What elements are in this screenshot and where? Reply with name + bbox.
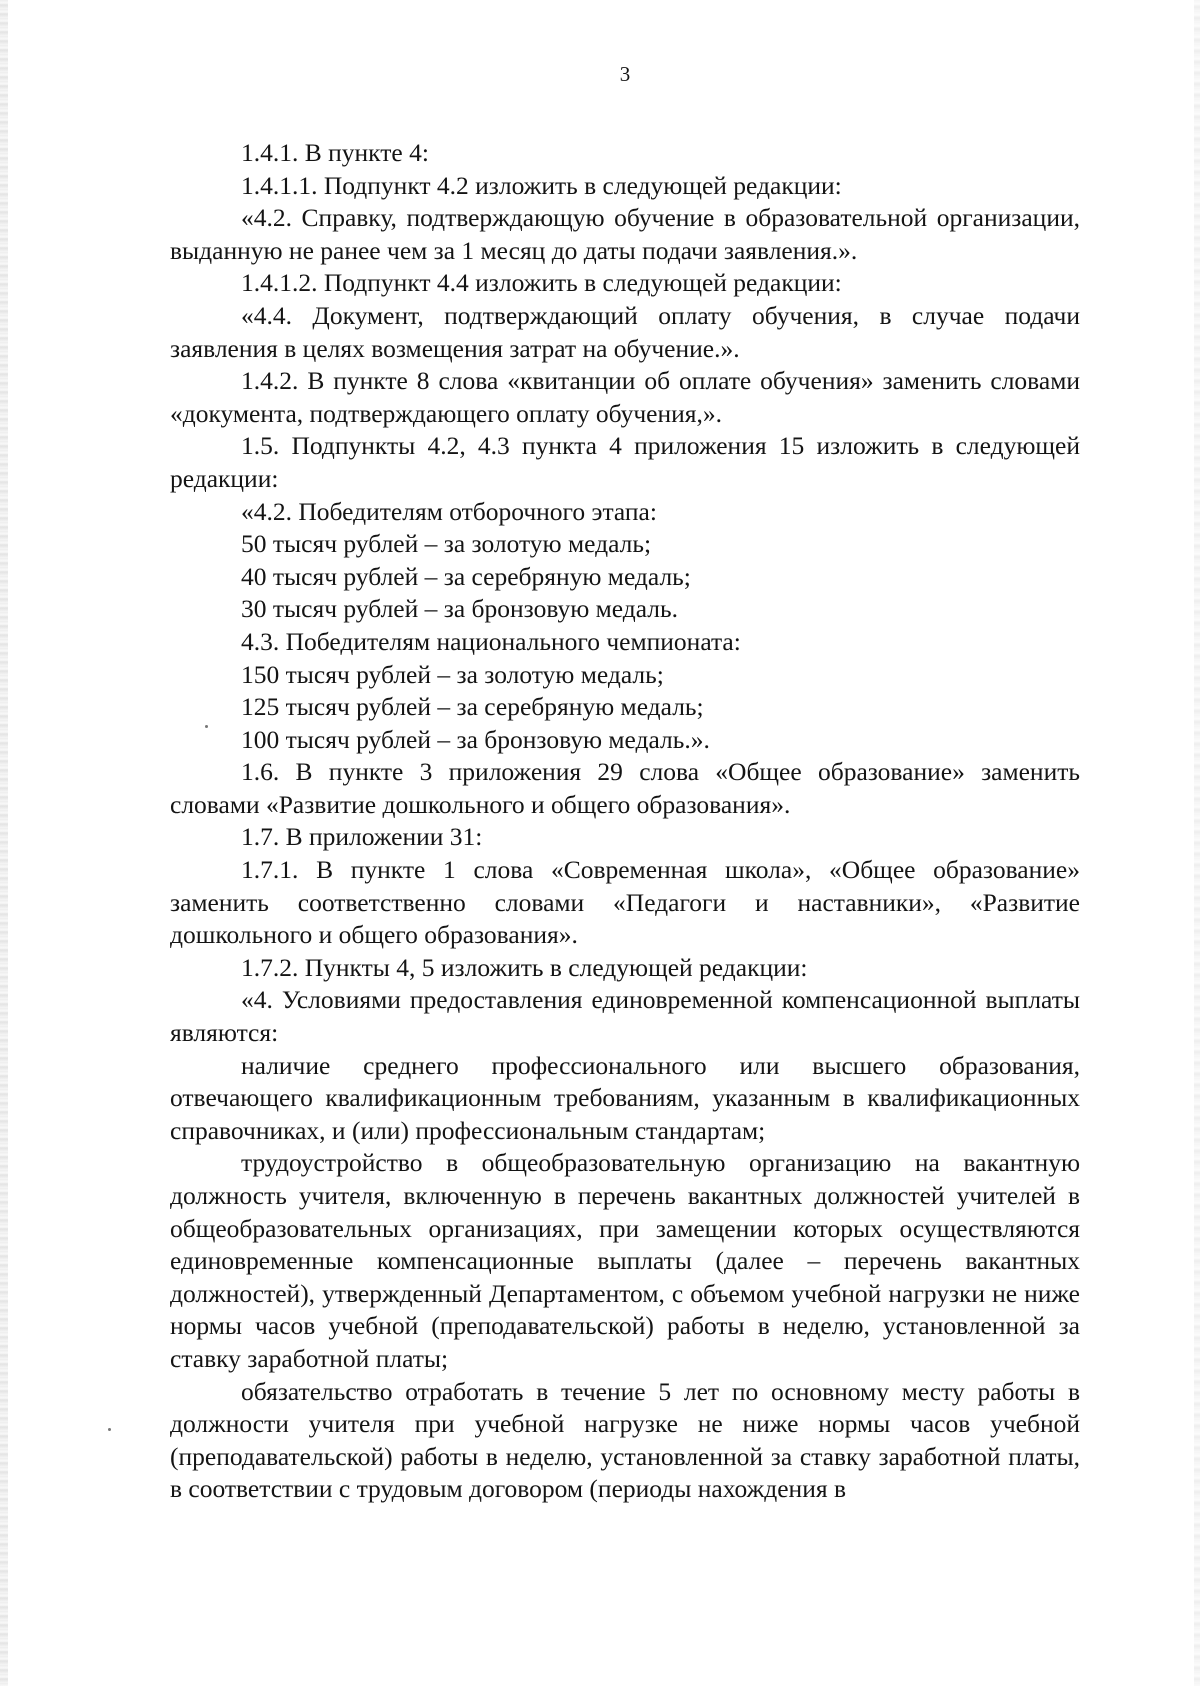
list-item: 125 тысяч рублей – за серебряную медаль; bbox=[241, 692, 704, 722]
paragraph: «4.4. Документ, подтверждающий оплату обучения, в случае подачи заявления в целях возмещения затрат на обучение.». bbox=[170, 300, 1080, 363]
scan-speck bbox=[108, 1428, 111, 1431]
list-item: 150 тысяч рублей – за золотую медаль; bbox=[241, 659, 664, 689]
paragraph: «4.2. Справку, подтверждающую обучение в образовательной организации, выданную не ранее чем за 1 месяц до даты подачи заявления.». bbox=[170, 203, 1080, 265]
list-item: 40 тысяч рублей – за серебряную медаль; bbox=[241, 561, 691, 591]
paragraph: 1.7.2. Пункты 4, 5 изложить в следующей редакции: bbox=[241, 952, 808, 982]
paragraph: «4. Условиями предоставления единовременной компенсационной выплаты являются: bbox=[170, 985, 1080, 1048]
list-item: 30 тысяч рублей – за бронзовую медаль. bbox=[241, 594, 679, 624]
paragraph: 4.3. Победителям национального чемпионата: bbox=[241, 626, 741, 656]
paragraph: 1.7.1. В пункте 1 слова «Современная школа», «Общее образование» заменить соответственно словами «Педагоги и наставники», «Развитие дошкольного и общего образования». bbox=[170, 855, 1080, 950]
paragraph: 1.5. Подпункты 4.2, 4.3 пункта 4 приложения 15 изложить в следующей редакции: bbox=[170, 431, 1080, 493]
paragraph: 1.7. В приложении 31: bbox=[241, 822, 483, 852]
scan-edge-right bbox=[1194, 0, 1200, 1686]
paragraph: наличие среднего профессионального или высшего образования, отвечающего квалификационным требованиям, указанным в квалификационных справочниках, и (или) профессиональным стандартам; bbox=[170, 1050, 1080, 1145]
scan-edge-left bbox=[0, 0, 8, 1686]
paragraph: 1.6. В пункте 3 приложения 29 слова «Общее образование» заменить словами «Развитие дошкольного и общего образования». bbox=[170, 757, 1080, 819]
paragraph: «4.2. Победителям отборочного этапа: bbox=[241, 496, 657, 526]
paragraph: обязательство отработать в течение 5 лет по основному месту работы в должности учителя при учебной нагрузке не ниже нормы часов учебной (преподавательской) работы в неделю, установленной за ставку заработной платы, в соответствии с трудовым договором (периоды нахождения в bbox=[170, 1376, 1080, 1504]
list-item: 100 тысяч рублей – за бронзовую медаль.». bbox=[241, 724, 710, 754]
paragraph: трудоустройство в общеобразовательную организацию на вакантную должность учителя, включенную в перечень вакантных должностей учителей в общеобразовательных организациях, при замещении которых осуществляются единовременные компенсационные выплаты (далее – перечень вакантных должностей), утвержденный Департаментом, с объемом учебной нагрузки не ниже нормы часов учебной (преподавательской) работы в неделю, установленной за ставку заработной платы; bbox=[170, 1148, 1080, 1373]
paragraph: 1.4.1.2. Подпункт 4.4 изложить в следующей редакции: bbox=[241, 268, 842, 298]
document-body bbox=[170, 137, 1080, 1506]
paragraph: 1.4.1. В пункте 4: bbox=[241, 138, 429, 167]
list-item: 50 тысяч рублей – за золотую медаль; bbox=[241, 529, 652, 559]
paragraph: 1.4.2. В пункте 8 слова «квитанции об оплате обучения» заменить словами «документа, подтверждающего оплату обучения,». bbox=[170, 366, 1080, 428]
paragraph: 1.4.1.1. Подпункт 4.2 изложить в следующей редакции: bbox=[241, 170, 842, 200]
page-number: 3 bbox=[619, 62, 631, 86]
